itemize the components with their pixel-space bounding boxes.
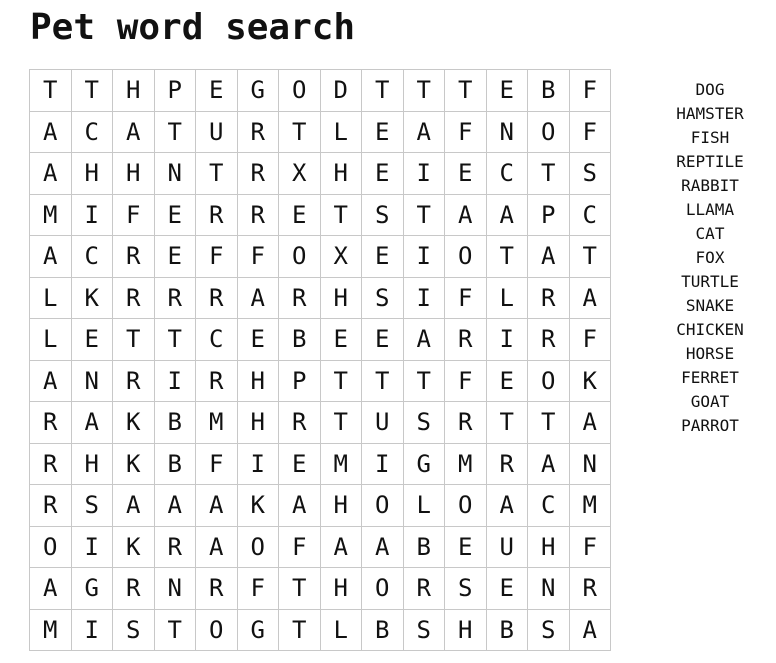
grid-cell: E (445, 526, 487, 568)
grid-cell: O (362, 485, 404, 527)
grid-cell: N (486, 111, 528, 153)
grid-cell: U (486, 526, 528, 568)
grid-cell: R (237, 194, 279, 236)
grid-cell: H (528, 526, 570, 568)
grid-cell: T (403, 70, 445, 112)
grid-cell: A (196, 485, 238, 527)
grid-cell: A (113, 485, 155, 527)
grid-cell: R (196, 568, 238, 610)
grid-cell: X (279, 153, 321, 195)
grid-cell: C (528, 485, 570, 527)
grid-cell: E (154, 194, 196, 236)
grid-cell: P (279, 360, 321, 402)
grid-cell: E (237, 319, 279, 361)
grid-cell: A (486, 485, 528, 527)
grid-cell: H (71, 153, 113, 195)
grid-cell: M (196, 402, 238, 444)
grid-cell: K (569, 360, 611, 402)
word-list-item: SNAKE (685, 296, 735, 315)
grid-cell: H (237, 360, 279, 402)
grid-cell: T (154, 609, 196, 651)
grid-cell: R (279, 277, 321, 319)
grid-cell: T (362, 70, 404, 112)
grid-cell: A (30, 568, 72, 610)
grid-cell: N (569, 443, 611, 485)
grid-cell: T (528, 153, 570, 195)
grid-cell: A (320, 526, 362, 568)
grid-cell: O (196, 609, 238, 651)
grid-cell: T (279, 609, 321, 651)
page-title: Pet word search (30, 7, 356, 48)
grid-cell: A (30, 111, 72, 153)
grid-cell: F (196, 443, 238, 485)
grid-cell: N (528, 568, 570, 610)
word-list-item: CAT (695, 224, 725, 243)
word-list-item: DOG (695, 80, 725, 99)
grid-cell: I (403, 153, 445, 195)
grid-cell: G (237, 70, 279, 112)
word-list-item: TURTLE (681, 272, 739, 291)
grid-cell: F (196, 236, 238, 278)
grid-cell: R (113, 568, 155, 610)
grid-cell: A (569, 609, 611, 651)
grid-cell: R (486, 443, 528, 485)
grid-cell: E (320, 319, 362, 361)
grid-cell: E (362, 111, 404, 153)
grid-cell: M (569, 485, 611, 527)
grid-cell: F (569, 526, 611, 568)
grid-cell: R (154, 277, 196, 319)
grid-cell: E (486, 70, 528, 112)
grid-cell: I (362, 443, 404, 485)
grid-cell: R (30, 402, 72, 444)
grid-cell: E (196, 70, 238, 112)
grid-cell: K (71, 277, 113, 319)
grid-cell: T (320, 402, 362, 444)
grid-cell: R (30, 443, 72, 485)
grid-cell: S (569, 153, 611, 195)
grid-cell: S (362, 194, 404, 236)
grid-cell: I (403, 236, 445, 278)
grid-cell: A (569, 277, 611, 319)
grid-cell: R (237, 111, 279, 153)
grid-cell: C (569, 194, 611, 236)
grid-cell: T (196, 153, 238, 195)
grid-cell: L (30, 319, 72, 361)
grid-cell: M (30, 194, 72, 236)
grid-cell: G (237, 609, 279, 651)
grid-cell: T (569, 236, 611, 278)
grid-row (30, 402, 611, 444)
grid-cell: R (528, 277, 570, 319)
grid-cell: E (445, 153, 487, 195)
grid-cell: O (362, 568, 404, 610)
grid-cell: E (71, 319, 113, 361)
grid-cell: B (154, 443, 196, 485)
grid-cell: R (528, 319, 570, 361)
word-list-item: RABBIT (681, 176, 739, 195)
grid-row (30, 568, 611, 610)
grid-cell: F (279, 526, 321, 568)
grid-cell: R (237, 153, 279, 195)
grid-cell: A (30, 153, 72, 195)
grid-cell: T (320, 194, 362, 236)
grid-cell: O (279, 70, 321, 112)
grid-cell: M (320, 443, 362, 485)
grid-cell: F (445, 360, 487, 402)
grid-cell: L (320, 609, 362, 651)
grid-cell: R (30, 485, 72, 527)
grid-cell: R (196, 277, 238, 319)
grid-cell: K (113, 402, 155, 444)
grid-cell: I (237, 443, 279, 485)
grid-cell: F (445, 277, 487, 319)
grid-cell: A (486, 194, 528, 236)
grid-cell: R (403, 568, 445, 610)
grid-cell: R (154, 526, 196, 568)
grid-row (30, 319, 611, 361)
grid-cell: A (362, 526, 404, 568)
grid-cell: T (362, 360, 404, 402)
word-list-item: FERRET (681, 368, 739, 387)
grid-cell: C (71, 111, 113, 153)
grid-cell: A (30, 360, 72, 402)
grid-cell: T (30, 70, 72, 112)
grid-cell: M (30, 609, 72, 651)
grid-cell: A (528, 443, 570, 485)
grid-cell: H (320, 153, 362, 195)
grid-cell: S (113, 609, 155, 651)
grid-cell: N (154, 568, 196, 610)
grid-cell: E (486, 568, 528, 610)
grid-cell: B (486, 609, 528, 651)
grid-cell: O (445, 485, 487, 527)
grid-cell: E (279, 194, 321, 236)
grid-cell: I (403, 277, 445, 319)
grid-cell: S (403, 402, 445, 444)
grid-cell: E (362, 236, 404, 278)
grid-cell: I (71, 609, 113, 651)
grid-cell: I (486, 319, 528, 361)
grid-cell: A (154, 485, 196, 527)
grid-cell: H (320, 485, 362, 527)
grid-cell: F (237, 568, 279, 610)
word-list-item: FISH (690, 128, 730, 147)
grid-cell: U (362, 402, 404, 444)
grid-cell: H (237, 402, 279, 444)
word-list (650, 78, 770, 438)
grid-cell: T (445, 70, 487, 112)
grid-cell: A (569, 402, 611, 444)
grid-cell: R (196, 360, 238, 402)
grid-cell: B (528, 70, 570, 112)
grid-cell: T (154, 111, 196, 153)
grid-cell: G (403, 443, 445, 485)
grid-cell: A (279, 485, 321, 527)
grid-row (30, 70, 611, 112)
grid-cell: K (113, 526, 155, 568)
grid-cell: R (445, 402, 487, 444)
grid-cell: D (320, 70, 362, 112)
grid-cell: C (71, 236, 113, 278)
grid-cell: T (403, 194, 445, 236)
grid-cell: B (403, 526, 445, 568)
grid-cell: T (486, 402, 528, 444)
grid-cell: P (154, 70, 196, 112)
grid-cell: E (154, 236, 196, 278)
grid-cell: O (445, 236, 487, 278)
word-list-item: LLAMA (685, 200, 735, 219)
grid-cell: E (362, 319, 404, 361)
grid-cell: C (196, 319, 238, 361)
grid-cell: L (320, 111, 362, 153)
grid-cell: A (445, 194, 487, 236)
grid-cell: H (71, 443, 113, 485)
grid-cell: E (486, 360, 528, 402)
grid-cell: I (71, 194, 113, 236)
grid-cell: T (320, 360, 362, 402)
grid-cell: L (30, 277, 72, 319)
word-list-item: HORSE (685, 344, 735, 363)
grid-cell: T (279, 568, 321, 610)
grid-row (30, 194, 611, 236)
word-list-item: PARROT (681, 416, 739, 435)
grid-cell: H (320, 568, 362, 610)
grid-row (30, 360, 611, 402)
word-list-item: GOAT (690, 392, 730, 411)
grid-cell: R (113, 236, 155, 278)
word-list-item: REPTILE (676, 152, 744, 171)
grid-cell: H (320, 277, 362, 319)
grid-cell: O (30, 526, 72, 568)
grid-cell: A (30, 236, 72, 278)
grid-cell: S (362, 277, 404, 319)
grid-cell: F (445, 111, 487, 153)
grid-row (30, 111, 611, 153)
letter-grid (29, 69, 611, 651)
grid-cell: A (71, 402, 113, 444)
grid-cell: G (71, 568, 113, 610)
grid-row (30, 277, 611, 319)
grid-cell: O (528, 111, 570, 153)
grid-cell: R (196, 194, 238, 236)
grid-cell: B (362, 609, 404, 651)
grid-cell: L (486, 277, 528, 319)
grid-cell: B (279, 319, 321, 361)
grid-cell: T (528, 402, 570, 444)
grid-cell: U (196, 111, 238, 153)
grid-cell: K (237, 485, 279, 527)
grid-cell: F (237, 236, 279, 278)
grid-cell: N (154, 153, 196, 195)
grid-cell: F (569, 319, 611, 361)
grid-cell: E (279, 443, 321, 485)
grid-cell: H (113, 153, 155, 195)
grid-cell: F (113, 194, 155, 236)
grid-cell: B (154, 402, 196, 444)
grid-cell: R (113, 277, 155, 319)
grid-cell: T (279, 111, 321, 153)
grid-cell: C (486, 153, 528, 195)
grid-cell: H (113, 70, 155, 112)
grid-cell: O (279, 236, 321, 278)
grid-cell: T (486, 236, 528, 278)
grid-cell: T (154, 319, 196, 361)
grid-cell: F (569, 70, 611, 112)
grid-cell: S (71, 485, 113, 527)
grid-cell: O (528, 360, 570, 402)
grid-cell: R (445, 319, 487, 361)
grid-cell: O (237, 526, 279, 568)
grid-row (30, 236, 611, 278)
grid-row (30, 443, 611, 485)
word-list-item: HAMSTER (676, 104, 744, 123)
grid-cell: S (528, 609, 570, 651)
grid-cell: A (403, 319, 445, 361)
grid-cell: A (528, 236, 570, 278)
grid-cell: T (113, 319, 155, 361)
grid-cell: A (113, 111, 155, 153)
grid-cell: M (445, 443, 487, 485)
grid-cell: R (569, 568, 611, 610)
grid-row (30, 609, 611, 651)
grid-row (30, 526, 611, 568)
grid-cell: I (71, 526, 113, 568)
grid-cell: R (113, 360, 155, 402)
grid-cell: S (403, 609, 445, 651)
grid-cell: H (445, 609, 487, 651)
grid-cell: I (154, 360, 196, 402)
grid-cell: T (403, 360, 445, 402)
grid-cell: X (320, 236, 362, 278)
grid-cell: F (569, 111, 611, 153)
grid-cell: N (71, 360, 113, 402)
word-list-item: CHICKEN (676, 320, 744, 339)
grid-row (30, 485, 611, 527)
grid-row (30, 153, 611, 195)
grid-cell: A (237, 277, 279, 319)
grid-cell: A (196, 526, 238, 568)
grid-cell: R (279, 402, 321, 444)
grid-cell: L (403, 485, 445, 527)
grid-cell: S (445, 568, 487, 610)
word-list-item: FOX (695, 248, 725, 267)
grid-cell: K (113, 443, 155, 485)
grid-cell: A (403, 111, 445, 153)
grid-cell: P (528, 194, 570, 236)
grid-cell: E (362, 153, 404, 195)
grid-cell: T (71, 70, 113, 112)
